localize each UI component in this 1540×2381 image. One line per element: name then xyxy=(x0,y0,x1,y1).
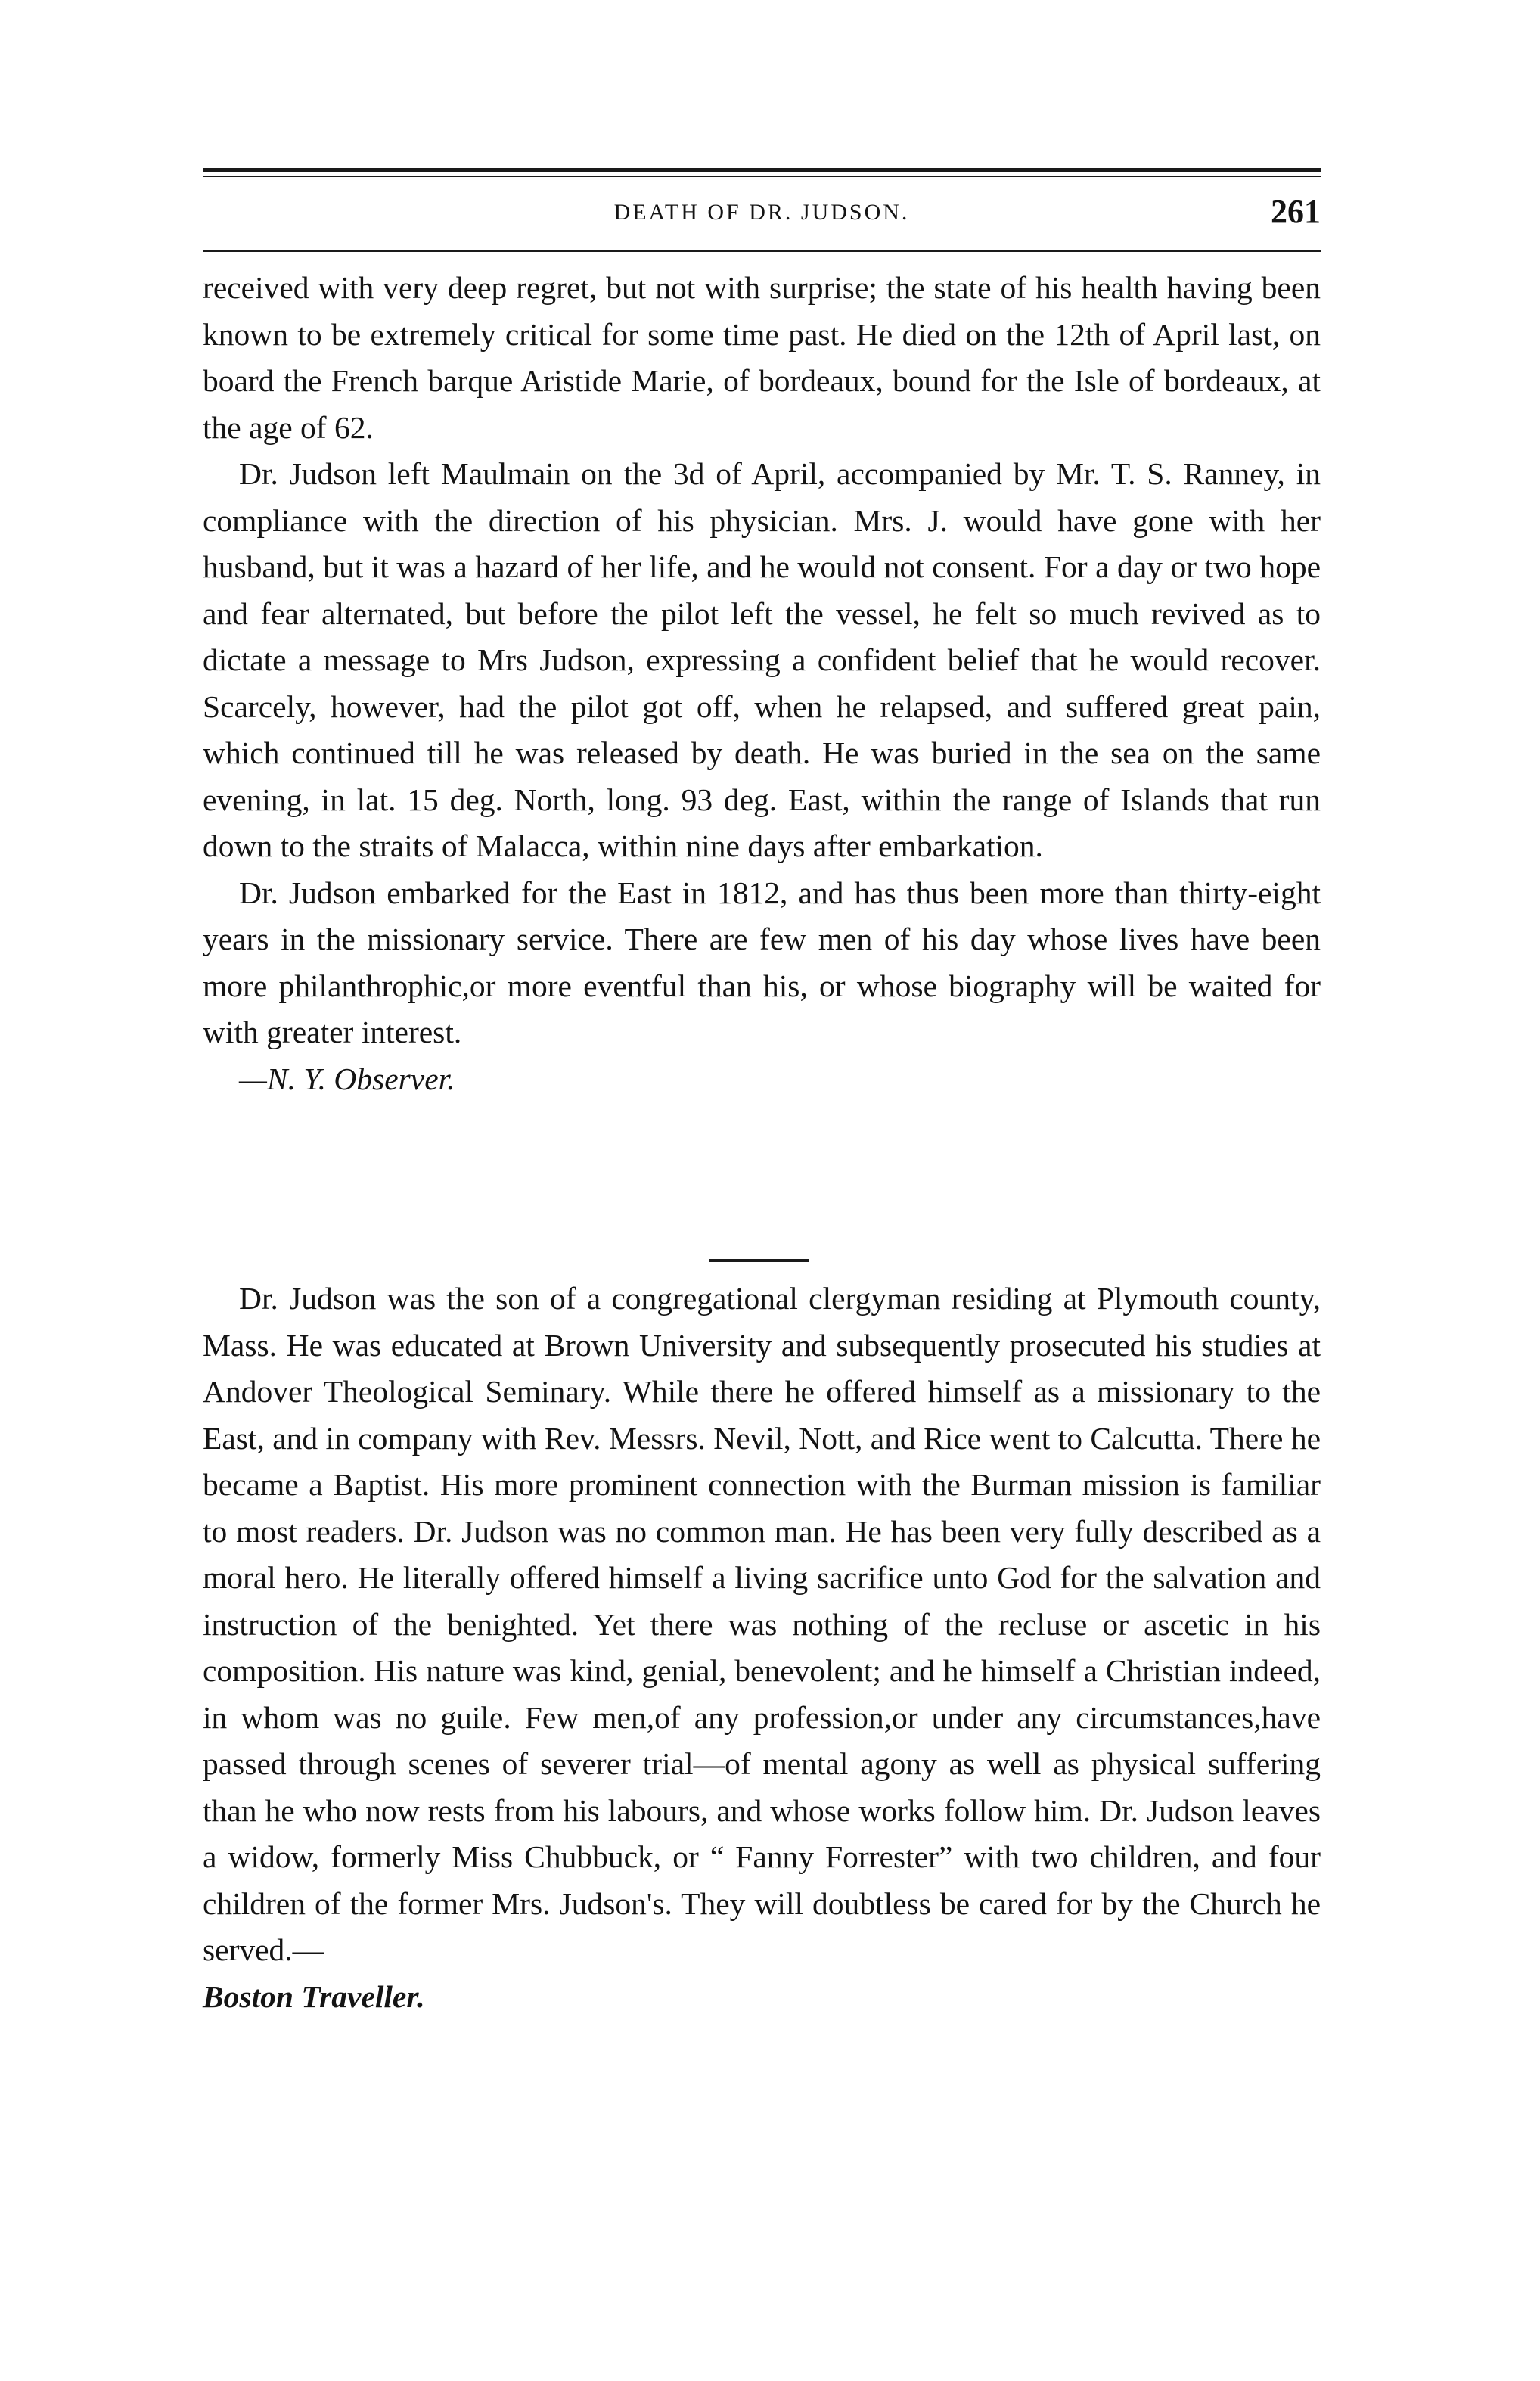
running-title: DEATH OF DR. JUDSON. xyxy=(613,200,910,225)
running-head xyxy=(203,192,1321,238)
header-rule-thin xyxy=(203,176,1321,177)
page-number: 261 xyxy=(1271,193,1321,230)
article-observer xyxy=(203,265,1321,1102)
article-traveller xyxy=(203,1276,1321,2020)
header-underline xyxy=(203,250,1321,252)
attribution-traveller: Boston Traveller. xyxy=(203,1978,425,2014)
header-rule-thick xyxy=(203,168,1321,172)
paragraph: received with very deep regret, but not with surprise; the state of his health having been known to be extremely critical for some time past. He died on the 12th of April last, on board the French barque Aristide Marie, of bordeaux, bound for the Isle of bordeaux, at the age of 62. xyxy=(203,270,1321,445)
attribution-observer: —N. Y. Observer. xyxy=(239,1061,455,1096)
paragraph: Dr. Judson embarked for the East in 1812, and has thus been more than thirty-eight years in the missionary service. There are few men of his day whose lives have been more philanthrophic,or more eventful than his, or whose biography will be waited for with greater interest. xyxy=(203,875,1321,1049)
paragraph: Dr. Judson was the son of a congregational clergyman residing at Plymouth county, Mass. He was educated at Brown University and subsequently prosecuted his studies at Andover Theological Seminary. While there he offered himself as a missionary to the East, and in company with Rev. Messrs. Nevil, Nott, and Rice went to Calcutta. There he became a Baptist. His more prominent connection with the Burman mission is familiar to most readers. Dr. Judson was no common man. He has been very fully described as a moral hero. He literally offered himself a living sacrifice unto God for the salvation and instruction of the benighted. Yet there was nothing of the recluse or ascetic in his composition. His nature was kind, genial, benevolent; and he himself a Christian indeed, in whom was no guile. Few men,of any profession,or under any circumstances,have passed through scenes of severer trial—of mental agony as well as physical suffering than he who now rests from his labours, and whose works follow him. Dr. Judson leaves a widow, formerly Miss Chubbuck, or “ Fanny Forrester” with two children, and four children of the former Mrs. Judson's. They will doubtless be cared for by the Church he served.— xyxy=(203,1281,1321,1967)
paragraph: Dr. Judson left Maulmain on the 3d of April, accompanied by Mr. T. S. Ranney, in compliance with the direction of his physician. Mrs. J. would have gone with her husband, but it was a hazard of her life, and he would not consent. For a day or two hope and fear alternated, but before the pilot left the vessel, he felt so much revived as to dictate a message to Mrs Judson, expressing a confident belief that he would recover. Scarcely, however, had the pilot got off, when he relapsed, and suffered great pain, which continued till he was released by death. He was buried in the sea on the same evening, in lat. 15 deg. North, long. 93 deg. East, within the range of Islands that run down to the straits of Malacca, within nine days after embarkation. xyxy=(203,456,1321,863)
section-divider xyxy=(709,1259,809,1262)
